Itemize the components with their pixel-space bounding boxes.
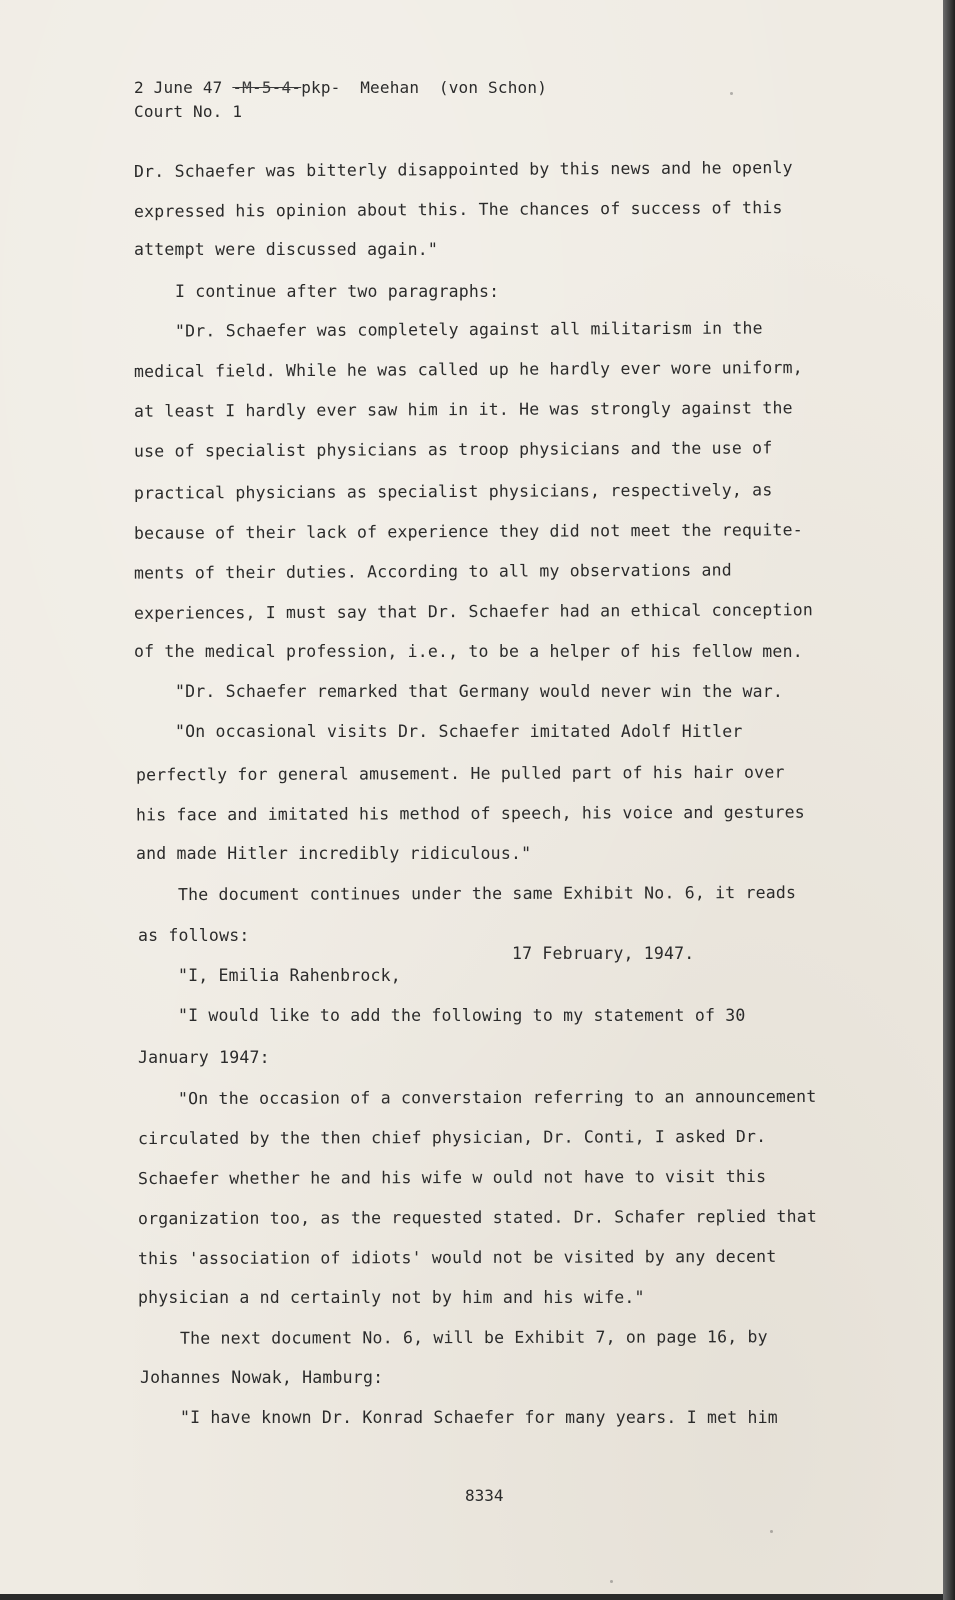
paper-speck [730, 92, 733, 95]
text-line: The next document No. 6, will be Exhibit 7, on page 16, by [179, 1327, 768, 1348]
header-speaker: Meehan [360, 78, 420, 97]
text-line: circulated by the then chief physician, Dr. Conti, I asked Dr. [137, 1126, 767, 1149]
header-line [134, 78, 547, 98]
text-line: of the medical profession, i.e., to be a helper of his fellow men. [134, 642, 803, 661]
text-line: this 'association of idiots' would not be visited by any decent [137, 1246, 777, 1269]
text-line: "On occasional visits Dr. Schaefer imitated Adolf Hitler [175, 722, 743, 741]
text-line: ments of their duties. According to all my observations and [133, 560, 732, 583]
header-date: 2 June 47 [134, 78, 223, 97]
text-line: perfectly for general amusement. He pulled part of his hair over [135, 762, 785, 785]
text-line: medical field. While he was called up he hardly ever wore uniform, [133, 357, 803, 382]
header-interpreter: (von Schon) [438, 78, 548, 97]
header-code-suffix: pkp- [301, 78, 341, 97]
text-line: because of their lack of experience they did not meet the requite- [133, 520, 803, 543]
text-line: Schaefer whether he and his wife w ould not have to visit this [137, 1166, 767, 1189]
text-line: "I have known Dr. Konrad Schaefer for many years. I met him [180, 1408, 778, 1427]
text-line: organization too, as the requested stated. Dr. Schafer replied that [137, 1206, 817, 1229]
paper-speck [770, 1530, 773, 1533]
text-line: use of specialist physicians as troop physicians and the use of [133, 438, 773, 461]
paper-speck [610, 1580, 613, 1583]
text-line: "I, Emilia Rahenbrock, [178, 966, 401, 985]
header-court: Court No. 1 [134, 102, 243, 121]
text-line: "Dr. Schaefer remarked that Germany would never win the war. [175, 682, 784, 701]
text-line: "On the occasion of a converstaion referring to an announcement [177, 1086, 817, 1109]
text-line: and made Hitler incredibly ridiculous." [136, 844, 532, 863]
text-line: experiences, I must say that Dr. Schaefer had an ethical conception [133, 600, 814, 623]
text-line: expressed his opinion about this. The chances of success of this [133, 198, 783, 221]
text-line: at least I hardly ever saw him in it. He was strongly against the [133, 398, 793, 421]
header-stenographer-code: -M-5-4- [232, 78, 302, 97]
text-line: I continue after two paragraphs: [175, 282, 500, 301]
text-line: attempt were discussed again." [134, 240, 439, 259]
text-line: physician a nd certainly not by him and his wife." [138, 1288, 645, 1307]
text-line: Dr. Schaefer was bitterly disappointed by this news and he openly [133, 157, 793, 182]
text-line: January 1947: [138, 1048, 270, 1067]
page-number: 8334 [465, 1486, 504, 1505]
text-line: "Dr. Schaefer was completely against all militarism in the [174, 318, 763, 341]
letter-date: 17 February, 1947. [512, 944, 695, 963]
text-line: his face and imitated his method of speech, his voice and gestures [135, 802, 805, 825]
text-line: The document continues under the same Exhibit No. 6, it reads [177, 882, 797, 905]
text-line: Johannes Nowak, Hamburg: [140, 1368, 384, 1387]
text-line: as follows: [138, 926, 250, 945]
text-line: "I would like to add the following to my statement of 30 [178, 1006, 746, 1025]
text-line: practical physicians as specialist physicians, respectively, as [133, 480, 773, 503]
page-edge-shadow [943, 0, 955, 1600]
